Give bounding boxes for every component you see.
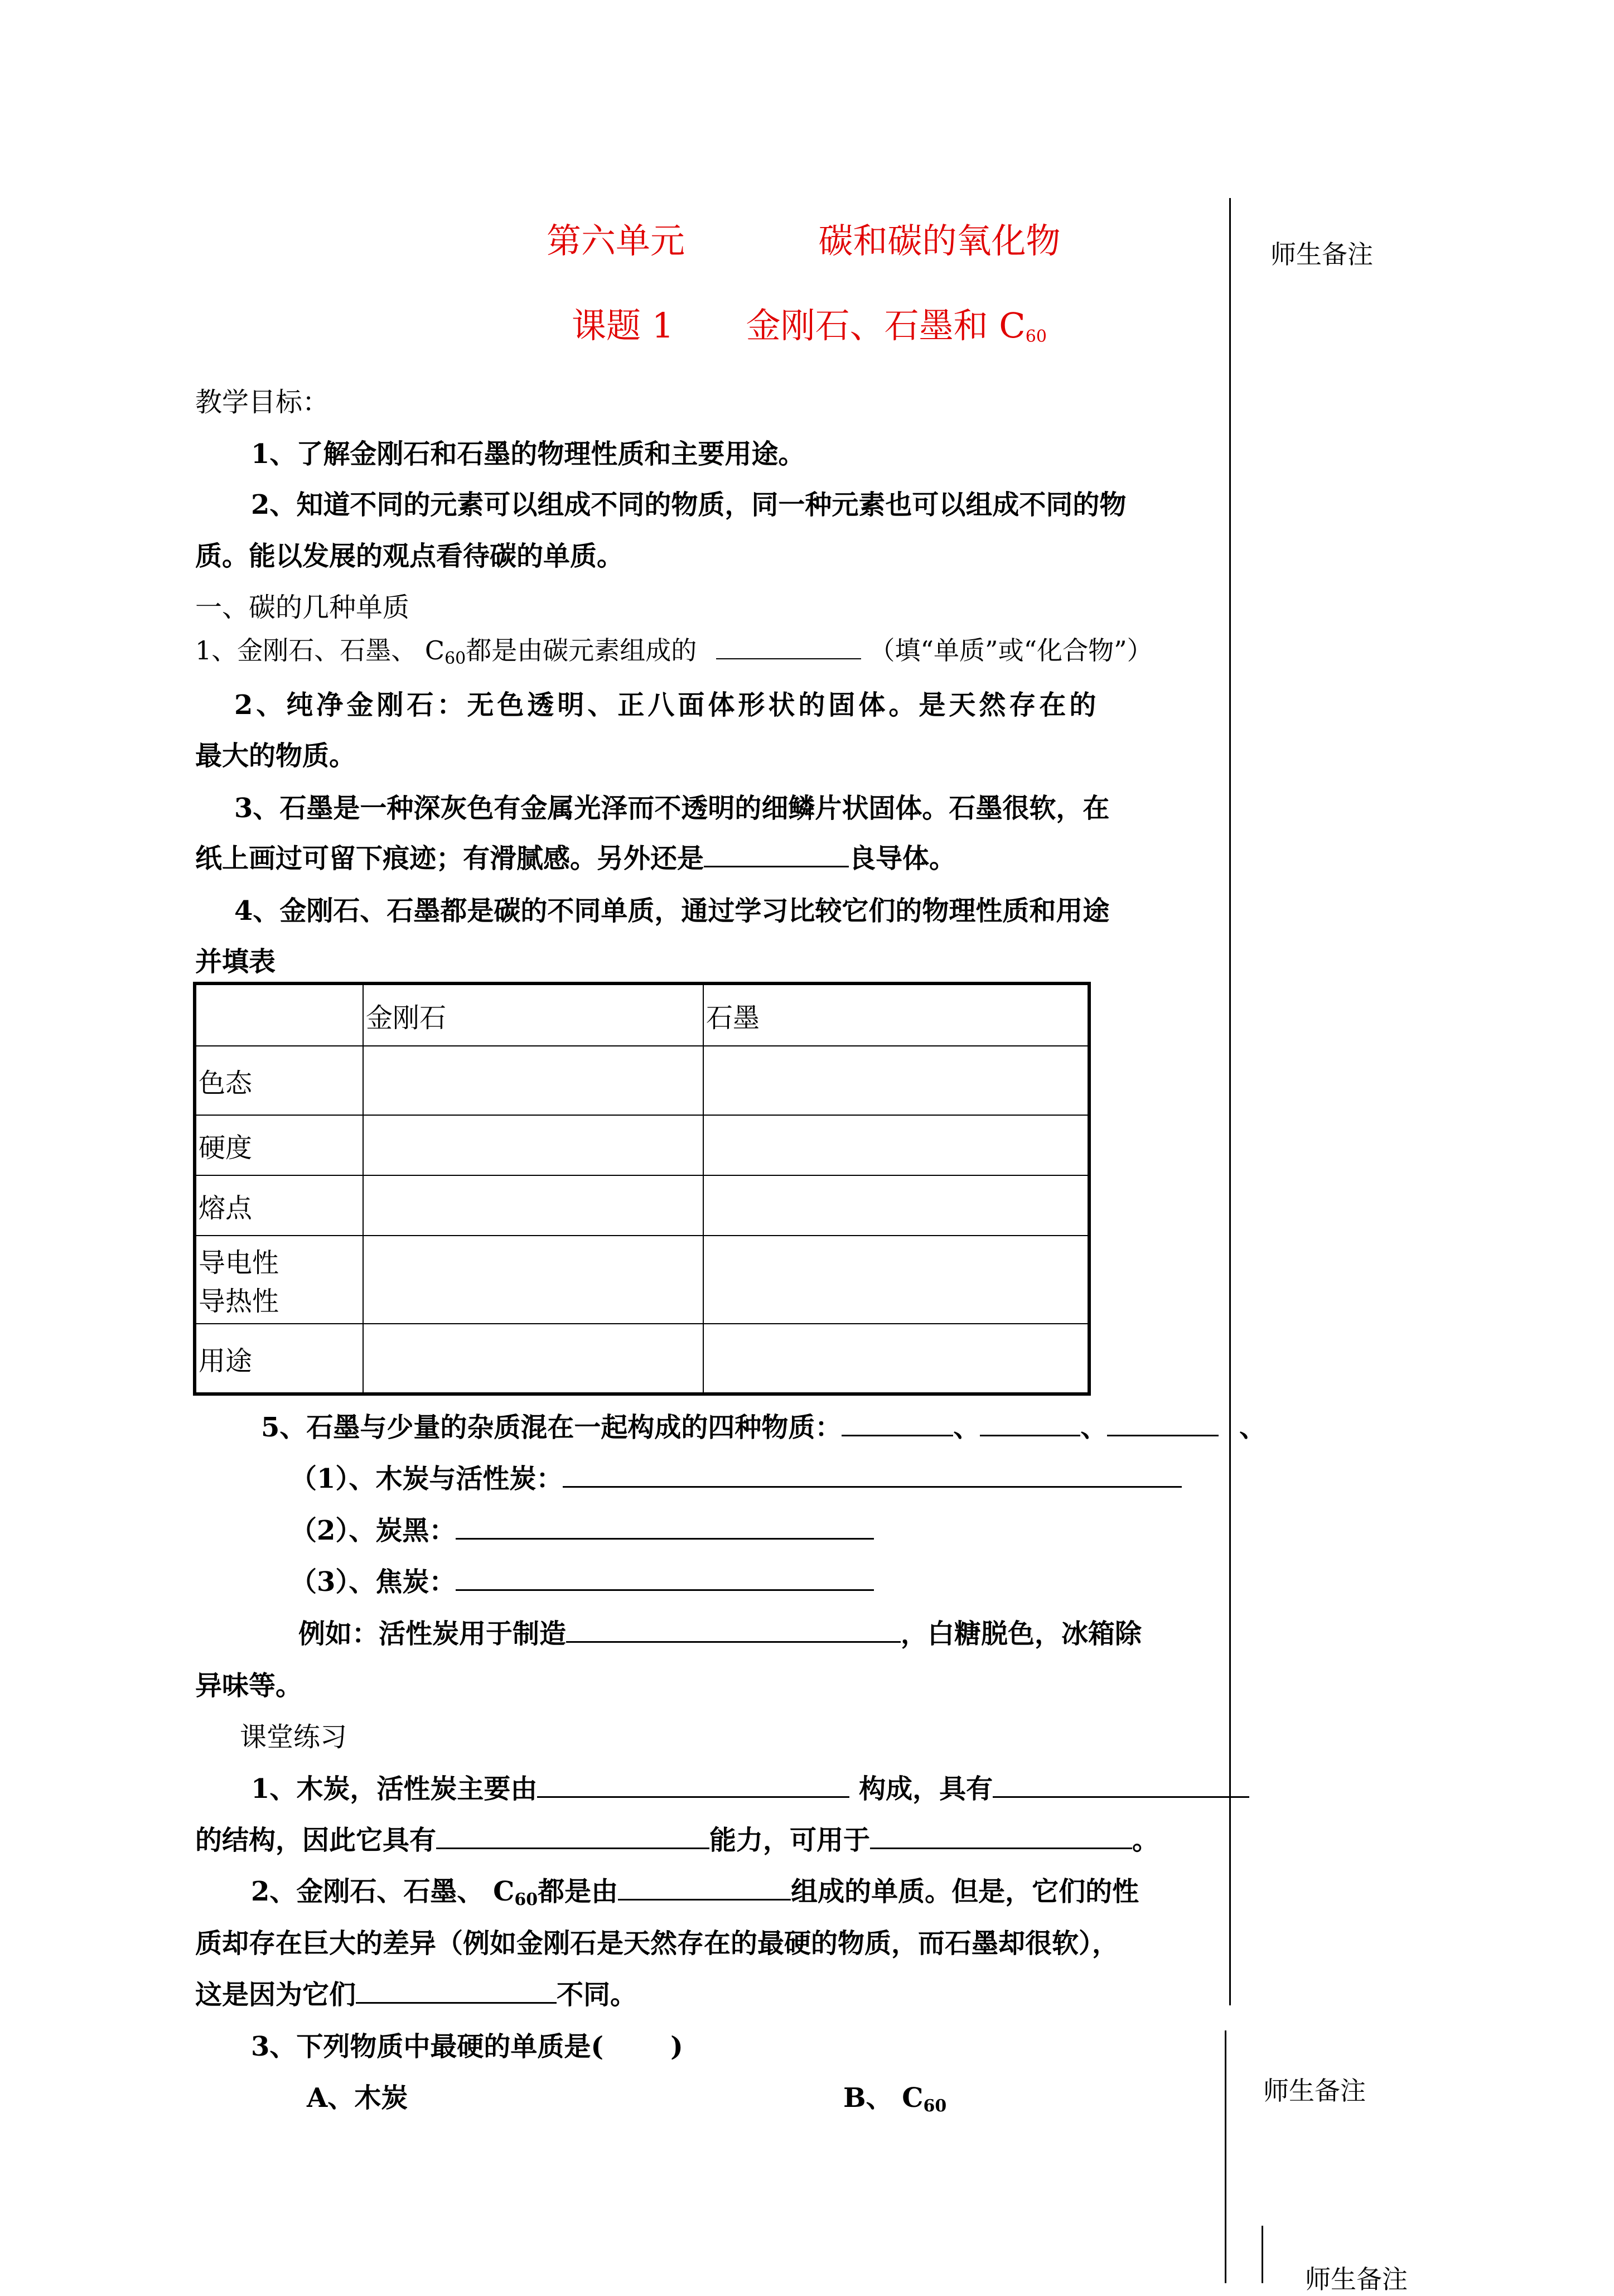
- q5-sub-3: （3）、焦炭：: [290, 1560, 874, 1599]
- row-label-uses: 用途: [195, 1324, 363, 1394]
- question-4-line1: 4、金刚石、石墨都是碳的不同单质，通过学习比较它们的物理性质和用途: [234, 895, 1110, 927]
- table-row: [195, 1115, 1089, 1175]
- option-b[interactable]: B、 $C_{60}$: [843, 2082, 947, 2116]
- question-3-line1: 3、石墨是一种深灰色有金属光泽而不透明的细鳞片状固体。石墨很软，在: [234, 793, 1110, 824]
- cell-diamond-conductivity[interactable]: [363, 1236, 703, 1324]
- table-row: [195, 1046, 1089, 1115]
- lesson-title: [572, 298, 1047, 348]
- question-5: 5、石墨与少量的杂质混在一起构成的四种物质： 、 、 、: [261, 1412, 1267, 1443]
- comparison-table: [193, 982, 1091, 1396]
- unit-title: [547, 213, 1060, 263]
- question-1: 1、金刚石、石墨、 $C_{60}$都是由碳元素组成的 （填“单质”或“化合物”）: [195, 635, 1153, 668]
- goal-2-line2: 质。能以发展的观点看待碳的单质。: [195, 541, 624, 572]
- cell-graphite-uses[interactable]: [703, 1324, 1089, 1394]
- practice-heading: 课堂练习: [240, 1721, 347, 1753]
- answer-blank-q5-2[interactable]: [980, 1412, 1080, 1436]
- answer-blank-q5-1[interactable]: [842, 1412, 953, 1436]
- practice-2-line1: 2、金刚石、石墨、 $C_{60}$都是由 组成的单质。但是，它们的性: [251, 1876, 1139, 1909]
- practice-2-line2: 质却存在巨大的差异（例如金刚石是天然存在的最硬的物质，而石墨却很软），: [195, 1928, 1119, 1959]
- table-row: [195, 1236, 1089, 1324]
- unit-topic: 碳和碳的氧化物: [818, 220, 1061, 261]
- answer-blank-1[interactable]: [716, 636, 861, 659]
- cell-diamond-uses[interactable]: [363, 1324, 703, 1394]
- question-3-line2: 纸上画过可留下痕迹；有滑腻感。另外还是 良导体。: [195, 843, 956, 874]
- answer-blank-p2-1[interactable]: [618, 1877, 791, 1901]
- table-row: [195, 1175, 1089, 1236]
- row-label-conductivity: 导电性 导热性: [195, 1236, 363, 1324]
- header-graphite: 石墨: [703, 983, 1089, 1046]
- practice-1-line1: 1、木炭，活性炭主要由 构成，具有: [251, 1767, 1249, 1806]
- answer-blank-q5-3[interactable]: [1107, 1412, 1219, 1436]
- question-4-line2: 并填表: [195, 946, 276, 977]
- lesson-topic: 金刚石、石墨和 C: [746, 305, 1026, 346]
- right-margin-rule-bottom: [1262, 2226, 1263, 2283]
- cell-diamond-hardness[interactable]: [363, 1115, 703, 1175]
- lesson-number: 课题 1: [572, 305, 674, 346]
- answer-blank-conductor[interactable]: [704, 843, 849, 867]
- answer-blank-coke[interactable]: [456, 1567, 874, 1591]
- answer-blank-p1-3[interactable]: [436, 1825, 709, 1849]
- side-note-1: 师生备注: [1270, 239, 1373, 269]
- answer-blank-p1-1[interactable]: [537, 1774, 849, 1798]
- q5-sub-2: （2）、炭黑：: [290, 1509, 874, 1547]
- row-label-melting: 熔点: [195, 1175, 363, 1236]
- unit-number: 第六单元: [547, 220, 685, 261]
- cell-graphite-color[interactable]: [703, 1046, 1089, 1115]
- cell-graphite-conductivity[interactable]: [703, 1236, 1089, 1324]
- answer-blank-p1-2[interactable]: [993, 1774, 1249, 1798]
- right-margin-rule: [1229, 198, 1231, 2005]
- answer-blank-example[interactable]: [566, 1619, 901, 1643]
- option-a[interactable]: A、木炭: [307, 2082, 408, 2114]
- cell-graphite-hardness[interactable]: [703, 1115, 1089, 1175]
- q5-sub-1: （1）、木炭与活性炭：: [290, 1457, 1182, 1496]
- table-corner: [195, 983, 363, 1046]
- practice-3: 3、下列物质中最硬的单质是( ): [251, 2031, 683, 2062]
- lesson-subscript: 60: [1025, 327, 1047, 346]
- cell-diamond-color[interactable]: [363, 1046, 703, 1115]
- cell-diamond-melting[interactable]: [363, 1175, 703, 1236]
- answer-blank-carbon-black[interactable]: [456, 1516, 874, 1540]
- practice-2-line3: 这是因为它们 不同。: [195, 1979, 637, 2010]
- side-note-3: 师生备注: [1305, 2264, 1408, 2294]
- question-2-line2: 最大的物质。: [195, 740, 356, 771]
- answer-blank-p1-4[interactable]: [870, 1825, 1132, 1849]
- q5-example-line2: 异味等。: [195, 1670, 303, 1701]
- answer-blank-charcoal[interactable]: [563, 1464, 1182, 1488]
- answer-blank-p2-2[interactable]: [356, 1980, 557, 2004]
- question-2-line1: 2、纯净金刚石：无色透明、正八面体形状的固体。是天然存在的: [234, 689, 1100, 721]
- q5-example-line1: 例如：活性炭用于制造 ，白糖脱色，冰箱除: [298, 1618, 1142, 1649]
- section1-heading: 一、碳的几种单质: [195, 592, 410, 623]
- side-note-2: 师生备注: [1263, 2076, 1366, 2106]
- row-label-hardness: 硬度: [195, 1115, 363, 1175]
- header-diamond: 金刚石: [363, 983, 703, 1046]
- goal-1: 1、了解金刚石和石墨的物理性质和主要用途。: [251, 438, 805, 470]
- row-label-color: 色态: [195, 1046, 363, 1115]
- goals-heading: 教学目标：: [195, 387, 330, 418]
- practice-1-line2: 的结构，因此它具有 能力，可用于 。: [195, 1825, 1159, 1856]
- goal-2-line1: 2、知道不同的元素可以组成不同的物质，同一种元素也可以组成不同的物: [251, 489, 1127, 520]
- right-margin-rule-lower: [1225, 2030, 1226, 2283]
- table-row: [195, 1324, 1089, 1394]
- cell-graphite-melting[interactable]: [703, 1175, 1089, 1236]
- table-header-row: [195, 983, 1089, 1046]
